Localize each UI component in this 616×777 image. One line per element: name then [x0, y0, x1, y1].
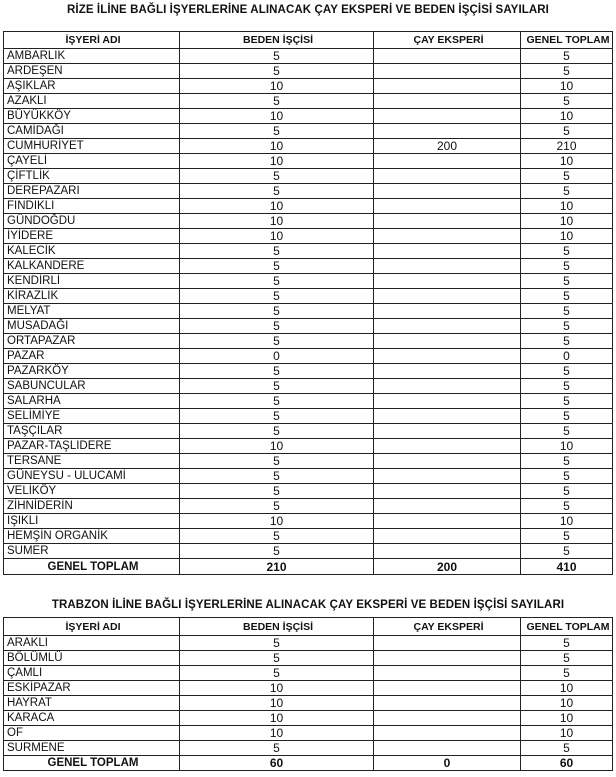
total-genel-toplam: 60 [521, 756, 613, 771]
workplace-name-cell: AMBARLIK [4, 49, 180, 64]
workplace-name-cell: SELİMİYE [4, 409, 180, 424]
cay-eksperi-cell [374, 169, 521, 184]
header-isyeri-adi: İŞYERİ ADI [4, 618, 180, 636]
total-cay-eksperi: 200 [374, 559, 521, 575]
cay-eksperi-cell [374, 514, 521, 529]
cay-eksperi-cell [374, 409, 521, 424]
genel-toplam-cell: 5 [521, 64, 613, 79]
genel-toplam-cell: 5 [521, 94, 613, 109]
cay-eksperi-cell [374, 244, 521, 259]
cay-eksperi-cell [374, 651, 521, 666]
beden-iscisi-cell: 10 [180, 109, 374, 124]
rize-table [3, 31, 613, 575]
beden-iscisi-cell: 5 [180, 364, 374, 379]
genel-toplam-cell: 5 [521, 424, 613, 439]
beden-iscisi-cell: 10 [180, 439, 374, 454]
workplace-name-cell: ÇİFTLİK [4, 169, 180, 184]
cay-eksperi-cell [374, 529, 521, 544]
table-row [4, 499, 613, 514]
cay-eksperi-cell [374, 741, 521, 756]
table-row [4, 636, 613, 651]
cay-eksperi-cell [374, 394, 521, 409]
cay-eksperi-cell [374, 229, 521, 244]
cay-eksperi-cell [374, 124, 521, 139]
genel-toplam-cell: 5 [521, 124, 613, 139]
table-row [4, 199, 613, 214]
workplace-name-cell: GÜNDOĞDU [4, 214, 180, 229]
genel-toplam-cell: 10 [521, 79, 613, 94]
beden-iscisi-cell: 5 [180, 636, 374, 651]
beden-iscisi-cell: 5 [180, 319, 374, 334]
beden-iscisi-cell: 10 [180, 154, 374, 169]
table-row [4, 244, 613, 259]
workplace-name-cell: BÖLÜMLÜ [4, 651, 180, 666]
table-row [4, 274, 613, 289]
workplace-name-cell: MUSADAĞI [4, 319, 180, 334]
workplace-name-cell: HAYRAT [4, 696, 180, 711]
workplace-name-cell: ÇAYELİ [4, 154, 180, 169]
beden-iscisi-cell: 5 [180, 334, 374, 349]
table-row [4, 469, 613, 484]
table-row [4, 319, 613, 334]
table-row [4, 484, 613, 499]
genel-toplam-cell: 5 [521, 244, 613, 259]
trabzon-table-body [4, 636, 613, 771]
beden-iscisi-cell: 5 [180, 469, 374, 484]
header-cay-eksperi: ÇAY EKSPERİ [374, 618, 521, 636]
workplace-name-cell: KALKANDERE [4, 259, 180, 274]
total-cay-eksperi: 0 [374, 756, 521, 771]
workplace-name-cell: AZAKLI [4, 94, 180, 109]
table-row [4, 139, 613, 154]
trabzon-header-row [4, 618, 613, 636]
table-row [4, 64, 613, 79]
cay-eksperi-cell [374, 666, 521, 681]
beden-iscisi-cell: 5 [180, 244, 374, 259]
genel-toplam-cell: 5 [521, 409, 613, 424]
table-row [4, 711, 613, 726]
workplace-name-cell: KENDİRLİ [4, 274, 180, 289]
cay-eksperi-cell [374, 711, 521, 726]
table-row [4, 514, 613, 529]
workplace-name-cell: IŞIKLI [4, 514, 180, 529]
beden-iscisi-cell: 5 [180, 169, 374, 184]
beden-iscisi-cell: 10 [180, 79, 374, 94]
table-row [4, 364, 613, 379]
genel-toplam-cell: 5 [521, 364, 613, 379]
cay-eksperi-cell [374, 454, 521, 469]
genel-toplam-cell: 5 [521, 289, 613, 304]
workplace-name-cell: PAZAR [4, 349, 180, 364]
genel-toplam-cell: 5 [521, 469, 613, 484]
table-row [4, 154, 613, 169]
cay-eksperi-cell [374, 439, 521, 454]
genel-toplam-cell: 10 [521, 229, 613, 244]
beden-iscisi-cell: 5 [180, 666, 374, 681]
cay-eksperi-cell [374, 79, 521, 94]
genel-toplam-cell: 5 [521, 651, 613, 666]
table-row [4, 409, 613, 424]
beden-iscisi-cell: 5 [180, 184, 374, 199]
beden-iscisi-cell: 5 [180, 529, 374, 544]
workplace-name-cell: KARACA [4, 711, 180, 726]
workplace-name-cell: ESKİPAZAR [4, 681, 180, 696]
beden-iscisi-cell: 10 [180, 214, 374, 229]
table-row [4, 424, 613, 439]
rize-table-body [4, 49, 613, 575]
table-row [4, 379, 613, 394]
cay-eksperi-cell [374, 499, 521, 514]
table-row [4, 79, 613, 94]
genel-toplam-cell: 10 [521, 199, 613, 214]
workplace-name-cell: SABUNCULAR [4, 379, 180, 394]
cay-eksperi-cell [374, 484, 521, 499]
beden-iscisi-cell: 5 [180, 499, 374, 514]
workplace-name-cell: ARDEŞEN [4, 64, 180, 79]
cay-eksperi-cell [374, 469, 521, 484]
workplace-name-cell: AŞIKLAR [4, 79, 180, 94]
workplace-name-cell: İYİDERE [4, 229, 180, 244]
table-row [4, 726, 613, 741]
workplace-name-cell: TERSANE [4, 454, 180, 469]
genel-toplam-cell: 5 [521, 169, 613, 184]
header-cay-eksperi: ÇAY EKSPERİ [374, 32, 521, 49]
genel-toplam-cell: 5 [521, 334, 613, 349]
genel-toplam-cell: 5 [521, 544, 613, 559]
total-genel-toplam: 410 [521, 559, 613, 575]
genel-toplam-cell: 210 [521, 139, 613, 154]
total-label: GENEL TOPLAM [4, 756, 180, 771]
workplace-name-cell: KALECİK [4, 244, 180, 259]
table-row [4, 696, 613, 711]
genel-toplam-cell: 5 [521, 319, 613, 334]
workplace-name-cell: PAZARKÖY [4, 364, 180, 379]
workplace-name-cell: CUMHURİYET [4, 139, 180, 154]
genel-toplam-cell: 5 [521, 666, 613, 681]
header-beden-iscisi: BEDEN İŞÇİSİ [180, 32, 374, 49]
workplace-name-cell: ARAKLI [4, 636, 180, 651]
cay-eksperi-cell [374, 319, 521, 334]
workplace-name-cell: SURMENE [4, 741, 180, 756]
header-genel-toplam: GENEL TOPLAM [521, 32, 613, 49]
table-row [4, 529, 613, 544]
genel-toplam-cell: 5 [521, 394, 613, 409]
cay-eksperi-cell [374, 636, 521, 651]
workplace-name-cell: CAMİDAĞI [4, 124, 180, 139]
table-row [4, 184, 613, 199]
beden-iscisi-cell: 10 [180, 229, 374, 244]
beden-iscisi-cell: 5 [180, 651, 374, 666]
cay-eksperi-cell [374, 726, 521, 741]
cay-eksperi-cell [374, 289, 521, 304]
genel-toplam-cell: 0 [521, 349, 613, 364]
workplace-name-cell: PAZAR-TAŞLIDERE [4, 439, 180, 454]
genel-toplam-cell: 10 [521, 696, 613, 711]
beden-iscisi-cell: 5 [180, 544, 374, 559]
beden-iscisi-cell: 5 [180, 454, 374, 469]
table-row [4, 394, 613, 409]
table-row [4, 454, 613, 469]
genel-toplam-cell: 10 [521, 214, 613, 229]
genel-toplam-cell: 5 [521, 184, 613, 199]
table-row [4, 49, 613, 64]
table-row [4, 349, 613, 364]
genel-toplam-cell: 5 [521, 49, 613, 64]
header-beden-iscisi: BEDEN İŞÇİSİ [180, 618, 374, 636]
genel-toplam-cell: 10 [521, 109, 613, 124]
workplace-name-cell: SUMER [4, 544, 180, 559]
beden-iscisi-cell: 10 [180, 514, 374, 529]
cay-eksperi-cell [374, 379, 521, 394]
workplace-name-cell: VELİKÖY [4, 484, 180, 499]
genel-toplam-cell: 5 [521, 274, 613, 289]
beden-iscisi-cell: 5 [180, 49, 374, 64]
beden-iscisi-cell: 10 [180, 726, 374, 741]
beden-iscisi-cell: 5 [180, 741, 374, 756]
beden-iscisi-cell: 10 [180, 711, 374, 726]
table-row [4, 229, 613, 244]
cay-eksperi-cell [374, 199, 521, 214]
workplace-name-cell: ÇAMLI [4, 666, 180, 681]
table-row [4, 214, 613, 229]
beden-iscisi-cell: 5 [180, 484, 374, 499]
cay-eksperi-cell [374, 681, 521, 696]
table-row [4, 94, 613, 109]
workplace-name-cell: OF [4, 726, 180, 741]
genel-toplam-cell: 5 [521, 741, 613, 756]
trabzon-table-title: TRABZON İLİNE BAĞLI İŞYERLERİNE ALINACAK ÇAY EKSPERİ VE BEDEN İŞÇİSİ SAYILARI [51, 599, 565, 611]
workplace-name-cell: ORTAPAZAR [4, 334, 180, 349]
total-label: GENEL TOPLAM [4, 559, 180, 575]
beden-iscisi-cell: 10 [180, 199, 374, 214]
trabzon-table [3, 617, 613, 771]
table-row [4, 666, 613, 681]
beden-iscisi-cell: 5 [180, 259, 374, 274]
genel-toplam-cell: 10 [521, 711, 613, 726]
beden-iscisi-cell: 5 [180, 274, 374, 289]
genel-toplam-cell: 5 [521, 259, 613, 274]
workplace-name-cell: MELYAT [4, 304, 180, 319]
genel-toplam-cell: 5 [521, 484, 613, 499]
workplace-name-cell: BÜYÜKKÖY [4, 109, 180, 124]
cay-eksperi-cell [374, 274, 521, 289]
beden-iscisi-cell: 5 [180, 94, 374, 109]
beden-iscisi-cell: 10 [180, 139, 374, 154]
genel-toplam-cell: 10 [521, 681, 613, 696]
cay-eksperi-cell [374, 259, 521, 274]
cay-eksperi-cell [374, 214, 521, 229]
total-beden-iscisi: 210 [180, 559, 374, 575]
workplace-name-cell: ZİHNİDERİN [4, 499, 180, 514]
cay-eksperi-cell [374, 349, 521, 364]
beden-iscisi-cell: 10 [180, 696, 374, 711]
beden-iscisi-cell: 5 [180, 64, 374, 79]
table-row [4, 304, 613, 319]
cay-eksperi-cell [374, 184, 521, 199]
cay-eksperi-cell [374, 154, 521, 169]
table-row [4, 681, 613, 696]
beden-iscisi-cell: 5 [180, 424, 374, 439]
beden-iscisi-cell: 0 [180, 349, 374, 364]
cay-eksperi-cell [374, 544, 521, 559]
beden-iscisi-cell: 5 [180, 124, 374, 139]
table-row [4, 439, 613, 454]
beden-iscisi-cell: 5 [180, 394, 374, 409]
workplace-name-cell: HEMŞİN ORGANİK [4, 529, 180, 544]
table-row [4, 289, 613, 304]
workplace-name-cell: GÜNEYSU - ULUCAMİ [4, 469, 180, 484]
genel-toplam-cell: 10 [521, 726, 613, 741]
cay-eksperi-cell [374, 94, 521, 109]
workplace-name-cell: FINDIKLI [4, 199, 180, 214]
cay-eksperi-cell [374, 696, 521, 711]
cay-eksperi-cell [374, 64, 521, 79]
table-row [4, 109, 613, 124]
cay-eksperi-cell [374, 334, 521, 349]
cay-eksperi-cell [374, 424, 521, 439]
cay-eksperi-cell [374, 49, 521, 64]
header-genel-toplam: GENEL TOPLAM [521, 618, 613, 636]
table-row [4, 169, 613, 184]
table-row [4, 651, 613, 666]
rize-header-row [4, 32, 613, 49]
genel-toplam-cell: 5 [521, 304, 613, 319]
cay-eksperi-cell [374, 304, 521, 319]
workplace-name-cell: KİRAZLIK [4, 289, 180, 304]
table-row [4, 544, 613, 559]
genel-toplam-cell: 5 [521, 529, 613, 544]
total-row [4, 559, 613, 575]
workplace-name-cell: DEREPAZARI [4, 184, 180, 199]
genel-toplam-cell: 10 [521, 154, 613, 169]
cay-eksperi-cell [374, 364, 521, 379]
table-row [4, 334, 613, 349]
workplace-name-cell: TAŞÇILAR [4, 424, 180, 439]
genel-toplam-cell: 10 [521, 514, 613, 529]
cay-eksperi-cell: 200 [374, 139, 521, 154]
rize-table-title: RİZE İLİNE BAĞLI İŞYERLERİNE ALINACAK ÇAY EKSPERİ VE BEDEN İŞÇİSİ SAYILARI [67, 4, 549, 16]
table-row [4, 259, 613, 274]
total-beden-iscisi: 60 [180, 756, 374, 771]
total-row [4, 756, 613, 771]
table-row [4, 124, 613, 139]
header-isyeri-adi: İŞYERİ ADI [4, 32, 180, 49]
beden-iscisi-cell: 5 [180, 379, 374, 394]
beden-iscisi-cell: 5 [180, 289, 374, 304]
genel-toplam-cell: 5 [521, 454, 613, 469]
beden-iscisi-cell: 5 [180, 409, 374, 424]
genel-toplam-cell: 10 [521, 439, 613, 454]
genel-toplam-cell: 5 [521, 499, 613, 514]
beden-iscisi-cell: 5 [180, 304, 374, 319]
cay-eksperi-cell [374, 109, 521, 124]
genel-toplam-cell: 5 [521, 379, 613, 394]
beden-iscisi-cell: 10 [180, 681, 374, 696]
workplace-name-cell: SALARHA [4, 394, 180, 409]
table-row [4, 741, 613, 756]
genel-toplam-cell: 5 [521, 636, 613, 651]
